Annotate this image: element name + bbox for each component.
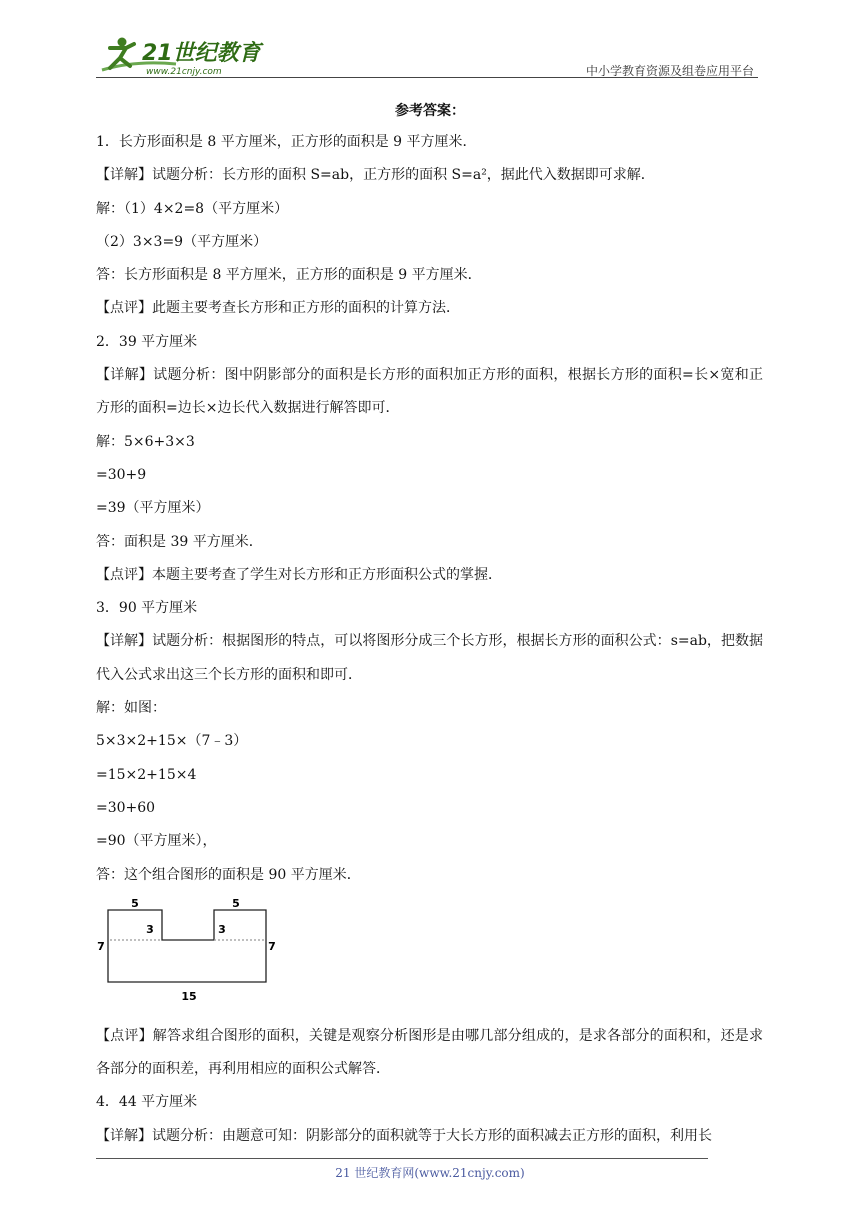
answer-paragraph: 【点评】解答求组合图形的面积，关键是观察分析图形是由哪几部分组成的，是求各部分的面积和，还是求各部分的面积差，再利用相应的面积公式解答． (96, 1027, 763, 1078)
answer-line: =30+9 (96, 466, 147, 483)
answer-line: 【详解】试题分析：由题意可知：阴影部分的面积就等于大长方形的面积减去正方形的面积，利用长 (96, 1127, 712, 1144)
answer-line: 【点评】此题主要考查长方形和正方形的面积的计算方法． (96, 300, 460, 317)
answer-line: 答：这个组合图形的面积是 90 平方厘米． (96, 866, 361, 883)
answer-line: 1．长方形面积是 8 平方厘米，正方形的面积是 9 平方厘米． (96, 134, 477, 150)
header-rule (96, 77, 758, 78)
label-side-left: 7 (97, 939, 105, 953)
answer-line: 3．90 平方厘米 (96, 600, 198, 617)
answer-content (96, 126, 763, 1153)
answer-line: 【点评】本题主要考查了学生对长方形和正方形面积公式的掌握． (96, 566, 502, 583)
answer-line: 2．39 平方厘米 (96, 333, 198, 350)
answer-paragraph: 【详解】试题分析：根据图形的特点，可以将图形分成三个长方形，根据长方形的面积公式：s=ab，把数据代入公式求出这三个长方形的面积和即可． (96, 633, 763, 683)
answer-line: =30+60 (96, 799, 156, 816)
answer-line: （2）3×3=9（平方厘米） (96, 233, 268, 250)
logo-text: 21世纪教育 (142, 41, 261, 66)
label-top-right: 5 (232, 897, 240, 910)
site-logo (96, 34, 266, 78)
label-inner-right: 3 (218, 922, 226, 936)
label-side-right: 7 (268, 939, 276, 953)
label-top-left: 5 (131, 897, 139, 910)
answer-line: 答：面积是 39 平方厘米． (96, 533, 263, 550)
answer-paragraph: 【详解】试题分析：图中阴影部分的面积是长方形的面积加正方形的面积，根据长方形的面积=长×宽和正方形的面积=边长×边长代入数据进行解答即可． (96, 367, 763, 417)
composite-shape-diagram (96, 898, 286, 1016)
footer-rule (96, 1158, 708, 1159)
answer-line: =90（平方厘米）， (96, 833, 217, 850)
answer-line: 解：（1）4×2=8（平方厘米） (96, 200, 289, 217)
label-inner-left: 3 (146, 922, 154, 936)
answer-line: 4．44 平方厘米 (96, 1094, 198, 1111)
composite-figure (96, 892, 763, 1020)
platform-name: 中小学教育资源及组卷应用平台 (585, 64, 754, 78)
answer-line: =15×2+15×4 (96, 766, 197, 783)
answer-line: 解：如图： (96, 700, 166, 717)
answer-line: 5×3×2+15×（7﹣3） (96, 733, 248, 750)
page-footer: 21 世纪教育网(www.21cnjy.com) (335, 1166, 525, 1180)
answer-line: =39（平方厘米） (96, 500, 210, 517)
answer-line: 【详解】试题分析：长方形的面积 S=ab，正方形的面积 S=a²，据此代入数据即可求解． (96, 167, 655, 184)
answer-line: 解：5×6+3×3 (96, 433, 195, 450)
page-header (96, 32, 758, 78)
answer-title: 参考答案： (395, 103, 465, 119)
label-bottom: 15 (181, 989, 197, 1003)
logo-url: www.21cnjy.com (146, 67, 222, 77)
answer-line: 答：长方形面积是 8 平方厘米，正方形的面积是 9 平方厘米． (96, 267, 482, 284)
